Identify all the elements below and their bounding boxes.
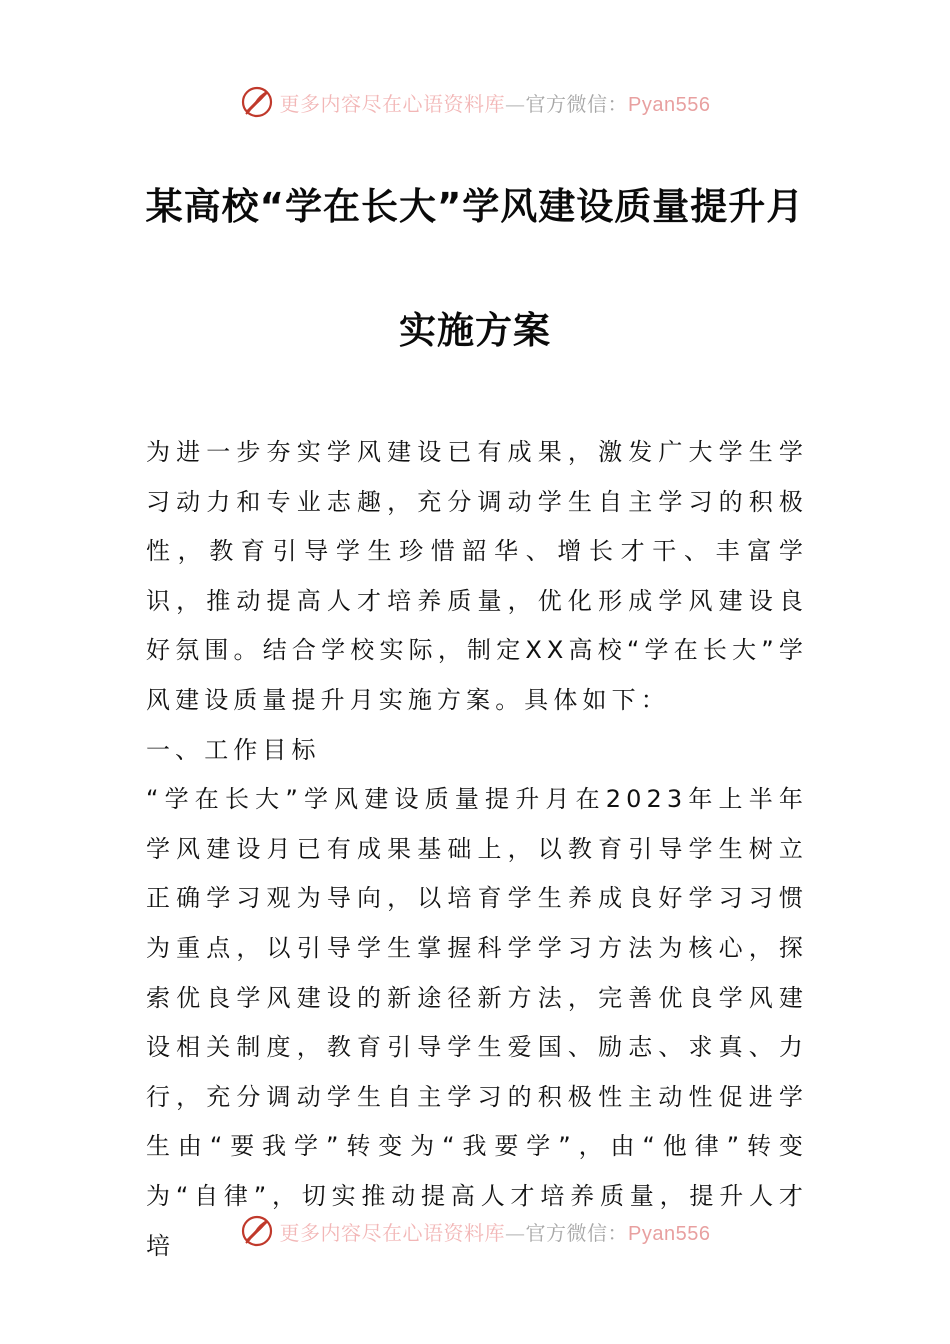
watermark-site-name: 更多内容尽在心语资料库	[279, 91, 506, 116]
footer-watermark	[0, 1211, 950, 1251]
document-title-line-1: 某高校“学在长大”学风建设质量提升月	[145, 185, 805, 228]
intro-paragraph: 为进一步夯实学风建设已有成果，激发广大学生学习动力和专业志趣，充分调动学生自主学习的积极性，教育引导学生珍惜韶华、增长才干、丰富学识，推动提高人才培养质量，优化形成学风建设良好氛围。结合学校实际，制定XX高校“学在长大”学风建设质量提升月实施方案。具体如下：	[146, 438, 808, 714]
quill-pen-logo-icon	[240, 85, 274, 119]
watermark-label: 官方微信：	[525, 1220, 629, 1245]
header-watermark	[0, 82, 950, 122]
watermark-text	[280, 88, 711, 117]
quill-pen-logo-icon	[240, 1214, 274, 1248]
watermark-dash: —	[505, 1220, 526, 1245]
watermark-label: 官方微信：	[525, 91, 629, 116]
watermark-dash: —	[505, 91, 526, 116]
section-heading-work-goals: 一、工作目标	[146, 735, 321, 764]
document-title-line-2: 实施方案	[399, 309, 551, 352]
watermark-text	[280, 1217, 711, 1246]
document-body	[146, 428, 808, 1271]
watermark-wechat-id: Pyan556	[628, 93, 711, 116]
section-body-work-goals: “学在长大”学风建设质量提升月在2023年上半年学风建设月已有成果基础上，以教育引导学生树立正确学习观为导向，以培育学生养成良好学习习惯为重点，以引导学生掌握科学学习方法为核心，探索优良学风建设的新途径新方法，完善优良学风建设相关制度，教育引导学生爱国、励志、求真、力行，充分调动学生自主学习的积极性主动性促进学生由“要我学”转变为“我要学”，由“他律”转变为“自律”，切实推动提高人才培养质量，提升人才培	[146, 785, 808, 1260]
watermark-wechat-id: Pyan556	[628, 1222, 711, 1245]
watermark-site-name: 更多内容尽在心语资料库	[279, 1220, 506, 1245]
